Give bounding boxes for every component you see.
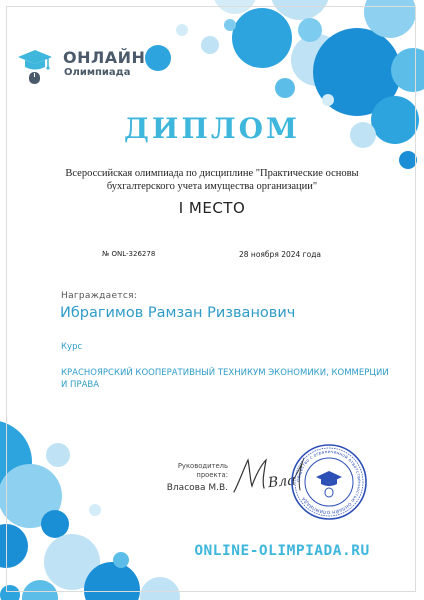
recipient-name: Ибрагимов Рамзан Ризванович xyxy=(60,305,296,321)
official-seal xyxy=(290,443,368,521)
signatory-name: Власова М.В. xyxy=(166,483,228,493)
course-label: Курс xyxy=(61,342,83,352)
brand-line2: Олимпиада xyxy=(64,67,131,78)
svg-text:Общество с ограниченной ответс: Общество с ограниченной ответственностью ОНЛАЙН ОЛИМПИАДА xyxy=(296,449,362,515)
website-url: ONLINE-OLIMPIADA.RU xyxy=(194,543,370,559)
signatory-role: Руководитель проекта: xyxy=(177,462,228,479)
place-label: I МЕСТО xyxy=(178,199,246,217)
awarded-label: Награждается: xyxy=(61,291,138,301)
olympiad-subtitle: Всероссийская олимпиада по дисциплине "Практические основы бухгалтерского учета имущества организации" xyxy=(65,168,359,192)
brand-line1: ОНЛАЙН xyxy=(63,48,146,67)
diploma-date: 28 ноября 2024 года xyxy=(239,250,321,259)
brand-logo xyxy=(15,45,175,89)
graduation-cap-mouse-icon xyxy=(15,45,55,85)
diploma-number: № ONL-326278 xyxy=(102,250,156,258)
diploma-title: ДИПЛОМ xyxy=(124,112,300,145)
organization-name: КРАСНОЯРСКИЙ КООПЕРАТИВНЫЙ ТЕХНИКУМ ЭКОНОМИКИ, КОММЕРЦИИ И ПРАВА xyxy=(61,368,389,390)
svg-text:Вла: Вла xyxy=(267,472,297,492)
graduation-cap-mouse-icon xyxy=(316,471,342,497)
